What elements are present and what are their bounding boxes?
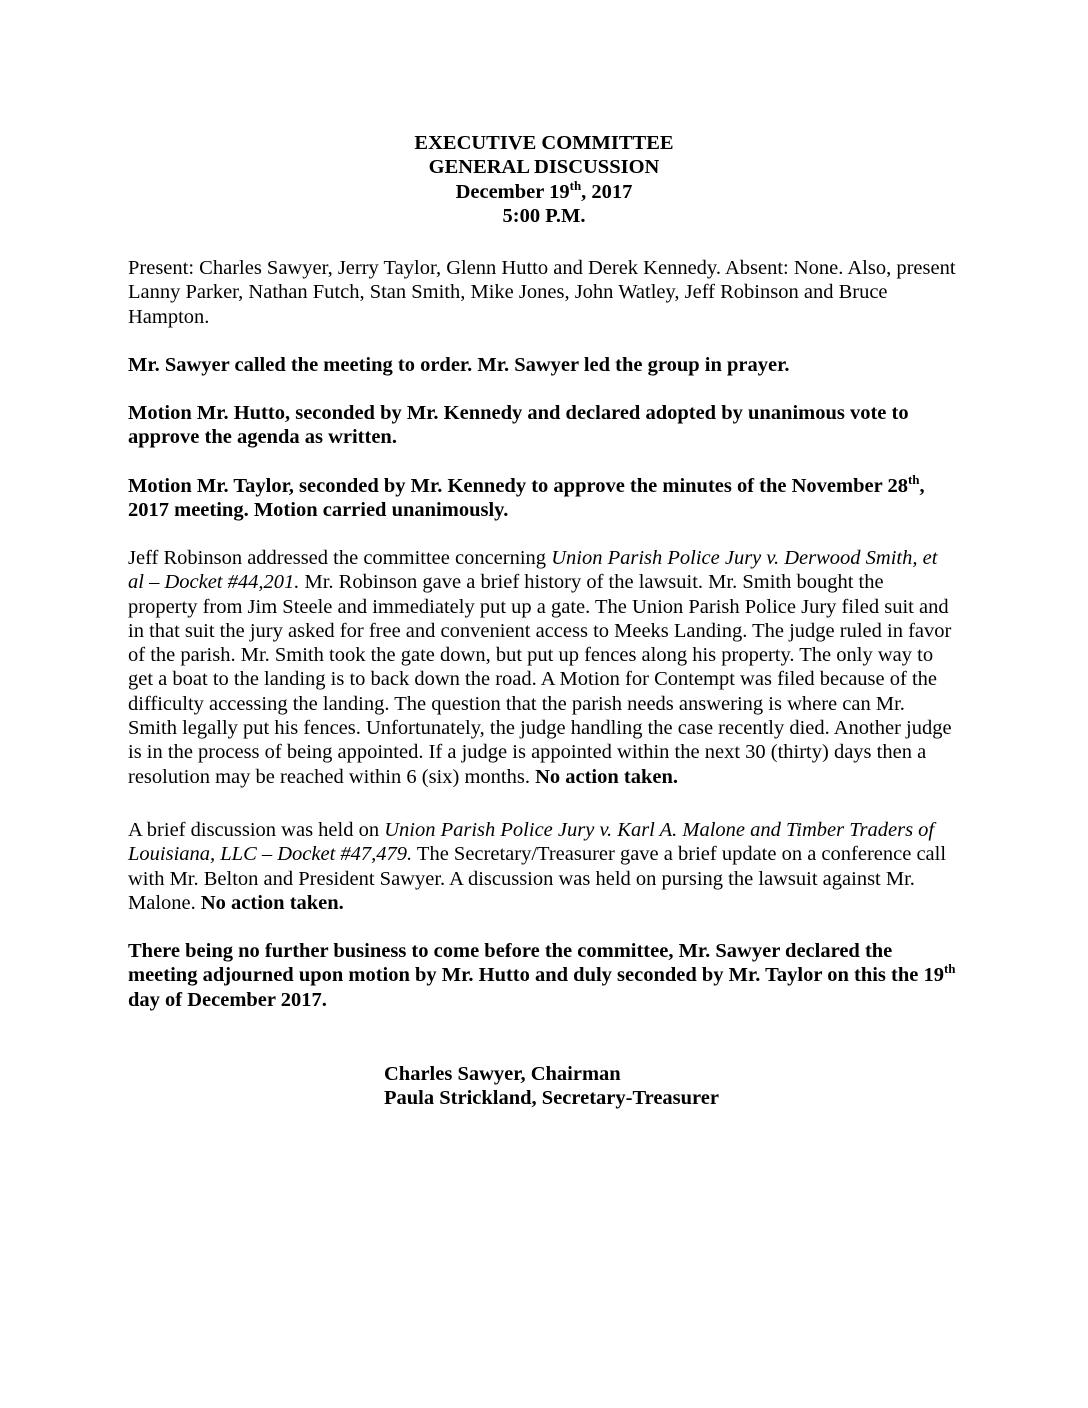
smith-case-intro: Jeff Robinson addressed the committee concerning [128,547,552,569]
smith-case-title: Union Parish Police Jury v. Derwood Smith, et al – Docket #44,201. [128,547,938,594]
malone-case-body: The Secretary/Treasurer gave a brief update on a conference call with Mr. Belton and President Sawyer. A discussion was held on pursing the lawsuit against Mr. Malone. [128,843,947,914]
meeting-time: 5:00 P.M. [502,204,586,227]
meeting-date-day: December 19 [455,180,570,203]
header-title: EXECUTIVE COMMITTEE [414,132,674,154]
malone-case-title: Union Parish Police Jury v. Karl A. Malone and Timber Traders of Louisiana, LLC – Docket #47,479. [128,819,935,866]
smith-case-outcome: No action taken. [535,765,679,788]
secretary-signature: Paula Strickland, Secretary-Treasurer [384,1087,719,1110]
agenda-motion-paragraph: Motion Mr. Hutto, seconded by Mr. Kennedy and declared adopted by unanimous vote to approve the agenda as written. [128,402,909,449]
meeting-date [0,177,1088,204]
signature-block [384,1062,719,1111]
minutes-motion-result: , 2017 meeting. Motion carried unanimously. [128,475,925,522]
adjournment-date: day of December 2017. [128,988,327,1011]
minutes-motion-ordinal: th [907,472,920,488]
attendance-paragraph: Present: Charles Sawyer, Jerry Taylor, Glenn Hutto and Derek Kennedy. Absent: None. Also, present Lanny Parker, Nathan Futch, Stan Smith, Mike Jones, John Watley, Jeff Robinson and Bruce Hampton. [128,257,956,328]
minutes-motion-text: Motion Mr. Taylor, seconded by Mr. Kennedy to approve the minutes of the November 28 [128,475,908,497]
meeting-date-year: , 2017 [581,180,633,203]
adjournment-ordinal: th [943,961,956,977]
call-to-order-paragraph: Mr. Sawyer called the meeting to order. Mr. Sawyer led the group in prayer. [128,354,790,376]
document-header [0,131,1088,228]
smith-case-body: Mr. Robinson gave a brief history of the lawsuit. Mr. Smith bought the property from Jim Steele and immediately put up a gate. The Union Parish Police Jury filed suit and in that suit the jury asked for free and convenient access to Meeks Landing. The judge ruled in favor of the parish. Mr. Smith took the gate down, but put up fences along his property. The only way to get a boat to the landing is to back down the road. A Motion for Contempt was filed because of the difficulty accessing the landing. The question that the parish needs answering is where can Mr. Smith legally put his fences. Unfortunately, the judge handling the case recently died. Another judge is in the process of being appointed. If a judge is appointed within the next 30 (thirty) days then a resolution may be reached within 6 (six) months. [128,571,952,788]
minutes-motion-paragraph [128,474,956,523]
adjournment-text: There being no further business to come before the committee, Mr. Sawyer declared the meeting adjourned upon motion by Mr. Hutto and duly seconded by Mr. Taylor on this the 19 [128,940,944,987]
smith-case-paragraph [128,546,956,789]
chairman-signature: Charles Sawyer, Chairman [384,1063,621,1085]
malone-case-outcome: No action taken. [200,891,344,914]
adjournment-paragraph [128,939,956,1012]
header-subtitle: GENERAL DISCUSSION [428,156,660,179]
malone-case-intro: A brief discussion was held on [128,819,385,841]
malone-case-paragraph [128,818,956,915]
meeting-date-ordinal: th [569,177,582,193]
